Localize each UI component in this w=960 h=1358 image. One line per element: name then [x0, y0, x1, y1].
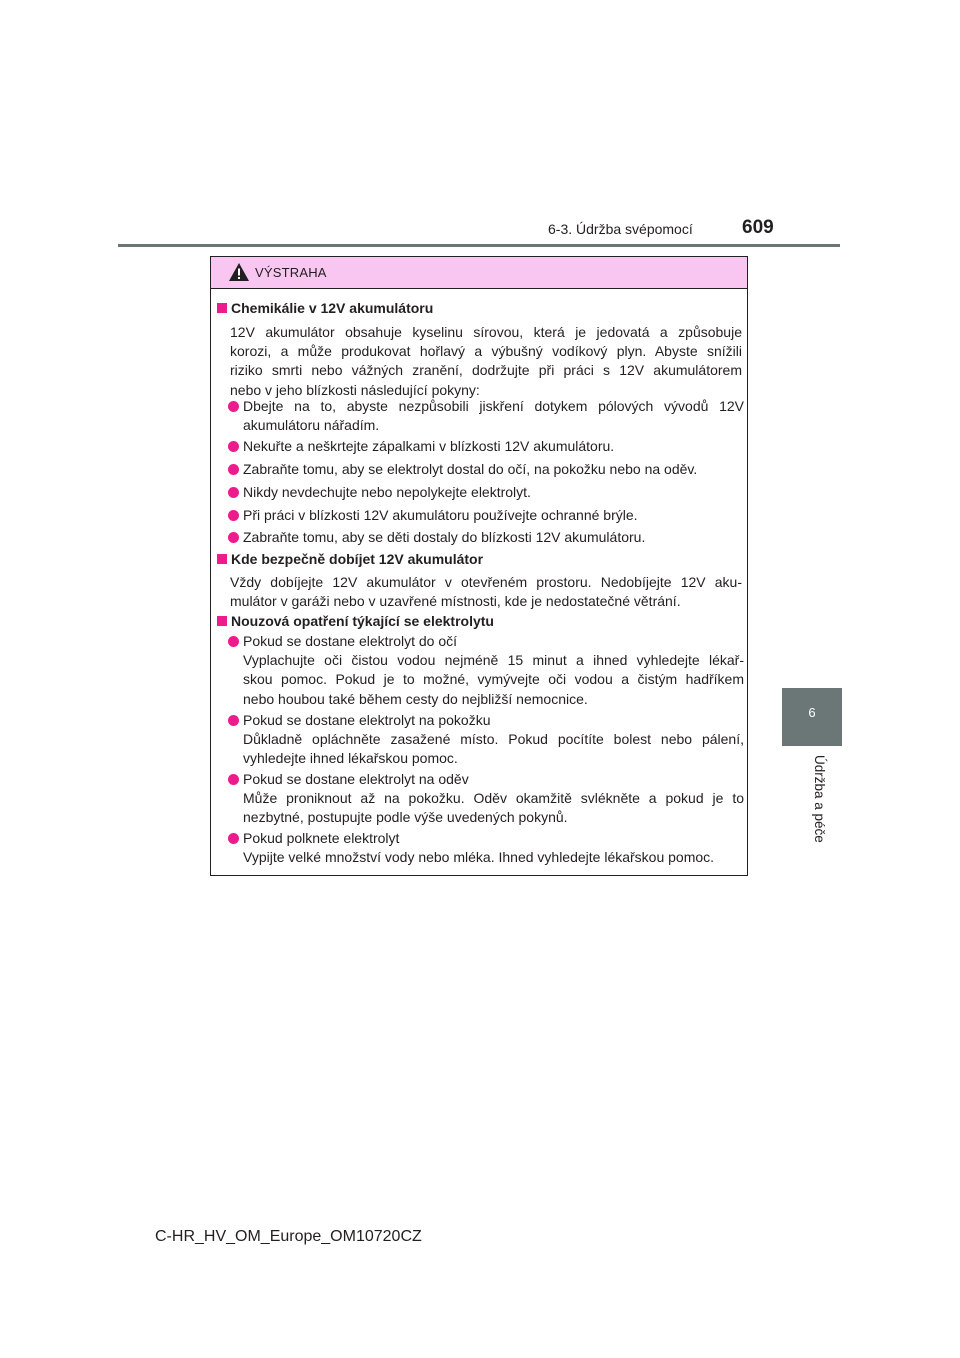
list-item: [228, 506, 744, 525]
page-number: 609: [742, 217, 774, 238]
topic-paragraph: [230, 573, 742, 611]
bullet-dot-icon: [228, 715, 239, 726]
text-line: Nekuřte a neškrtejte zápalkami v blízkosti 12V akumulátoru.: [243, 438, 615, 454]
list-item: [228, 632, 744, 709]
text-line: riziko smrti nebo vážných zranění, dodržujte při práci s 12V akumulátorem: [230, 362, 742, 379]
bullet-dot-icon: [228, 636, 239, 647]
text-line: Dbejte na to, abyste nezpůsobili jiskření dotykem pólových vývodů 12V: [243, 398, 744, 414]
text-line: mulátor v garáži nebo v uzavřené místnosti, kde je nedostatečné větrání.: [230, 593, 681, 610]
text-line: Pokud se dostane elektrolyt do očí: [243, 633, 458, 649]
list-item: [228, 711, 744, 769]
warning-header: [211, 257, 747, 289]
list-item: [228, 528, 744, 547]
list-item: [228, 829, 744, 867]
topic-square-icon: [217, 554, 227, 564]
list-item: [228, 483, 744, 502]
text-line: Vyplachujte oči čistou vodou nejméně 15 minut a ihned vyhledejte lékař-: [243, 652, 744, 669]
text-line: Zabraňte tomu, aby se elektrolyt dostal do očí, na pokožku nebo na oděv.: [243, 461, 698, 477]
warning-box: [210, 256, 748, 876]
topic-square-icon: [217, 303, 227, 313]
warning-title: VÝSTRAHA: [255, 265, 327, 280]
text-line: nebo houbou také během cesty do nejbližší nemocnice.: [243, 690, 588, 707]
list-item: [228, 437, 744, 456]
bullet-dot-icon: [228, 774, 239, 785]
text-line: Pokud polknete elektrolyt: [243, 830, 400, 846]
header-rule: [118, 244, 840, 247]
text-line: vyhledejte ihned lékařskou pomoc.: [243, 750, 458, 767]
text-line: nebo v jeho blízkosti následující pokyny:: [230, 381, 480, 398]
text-line: Vždy dobíjejte 12V akumulátor v otevřeném prostoru. Nedobíjejte 12V aku-: [230, 574, 742, 590]
bullet-dot-icon: [228, 441, 239, 452]
bullet-dot-icon: [228, 532, 239, 543]
text-line: Při práci v blízkosti 12V akumulátoru používejte ochranné brýle.: [243, 507, 638, 523]
text-line: Nikdy nevdechujte nebo nepolykejte elektrolyt.: [243, 484, 531, 500]
bullet-dot-icon: [228, 487, 239, 498]
topic-heading: Kde bezpečně dobíjet 12V akumulátor: [217, 551, 483, 567]
text-line: Zabraňte tomu, aby se děti dostaly do blízkosti 12V akumulátoru.: [243, 529, 646, 545]
topic-paragraph: [230, 323, 742, 400]
header-section-title: 6-3. Údržba svépomocí: [548, 221, 693, 237]
topic-heading: Chemikálie v 12V akumulátoru: [217, 300, 433, 316]
list-item: [228, 397, 744, 435]
text-line: Důkladně opláchněte zasažené místo. Pokud pocítíte bolest nebo pálení,: [243, 731, 744, 748]
text-line: Pokud se dostane elektrolyt na pokožku: [243, 712, 491, 728]
text-line: Pokud se dostane elektrolyt na oděv: [243, 771, 469, 787]
bullet-dot-icon: [228, 464, 239, 475]
text-line: akumulátoru nářadím.: [243, 417, 380, 434]
text-line: korozi, a může produkovat hořlavý a výbušný vodíkový plyn. Abyste snížili: [230, 343, 742, 360]
chapter-tab-label: Údržba a péče: [812, 755, 827, 843]
topic-square-icon: [217, 616, 227, 626]
footer-document-code: C-HR_HV_OM_Europe_OM10720CZ: [155, 1228, 422, 1245]
text-line: Vypijte velké množství vody nebo mléka. Ihned vyhledejte lékařskou pomoc.: [243, 849, 715, 866]
text-line: nezbytné, postupujte podle výše uvedených pokynů.: [243, 809, 568, 826]
list-item: [228, 770, 744, 828]
text-line: Může proniknout až na pokožku. Oděv okamžitě svlékněte a pokud je to: [243, 790, 744, 807]
text-line: skou pomoc. Pokud je to možné, vymývejte oči vodou a čistým hadříkem: [243, 671, 744, 688]
bullet-dot-icon: [228, 510, 239, 521]
text-line: 12V akumulátor obsahuje kyselinu sírovou, která je jedovatá a způsobuje: [230, 324, 742, 340]
topic-heading: Nouzová opatření týkající se elektrolytu: [217, 613, 494, 629]
chapter-tab: 6: [782, 688, 842, 746]
bullet-dot-icon: [228, 401, 239, 412]
warning-triangle-icon: [228, 262, 250, 282]
bullet-dot-icon: [228, 833, 239, 844]
list-item: [228, 460, 744, 479]
